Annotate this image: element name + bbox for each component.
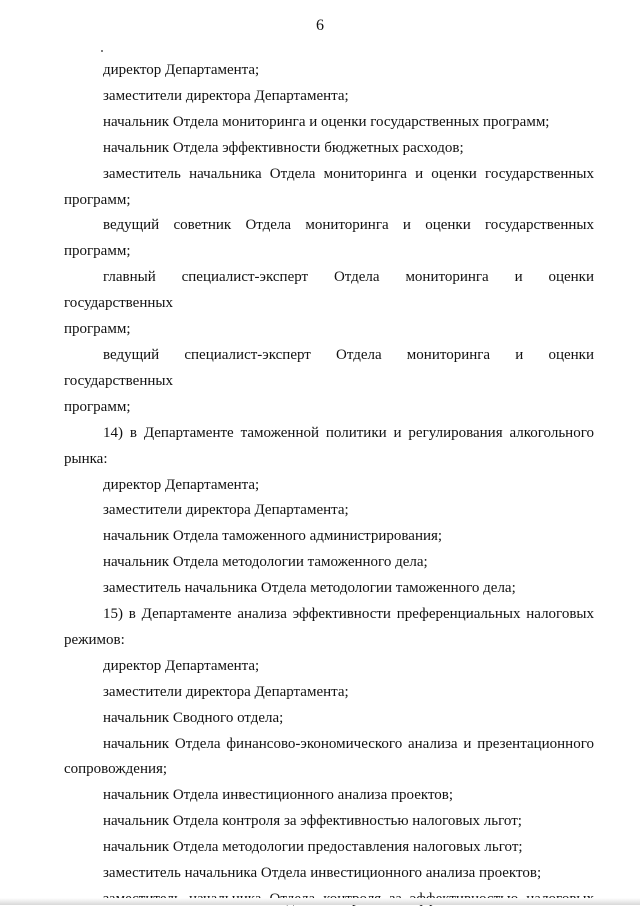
text-line: начальник Отдела эффективности бюджетных расходов; [103, 139, 464, 156]
text-line: сопровождения; [64, 761, 168, 778]
scan-edge [0, 898, 640, 905]
text-line: начальник Отдела инвестиционного анализа проектов; [103, 787, 454, 804]
text-line: начальник Отдела таможенного администрирования; [103, 528, 443, 545]
text-line: начальник Отдела контроля за эффективностью налоговых льгот; [103, 813, 522, 830]
text-line: рынка: [64, 450, 108, 467]
text-line: начальник Отдела финансово-экономического анализа и презентационного [103, 735, 594, 752]
text-line: программ; [64, 191, 131, 208]
text-line: начальник Отдела методологии таможенного дела; [103, 554, 428, 571]
text-line: заместители директора Департамента; [103, 502, 349, 519]
text-line: директор Департамента; [103, 476, 260, 493]
text-line: директор Департамента; [103, 62, 260, 78]
text-line: заместитель начальника Отдела методологии таможенного дела; [103, 580, 516, 597]
text-line: заместитель начальника Отдела мониторинга и оценки государственных [103, 165, 594, 182]
text-line: ведущий советник Отдела мониторинга и оценки государственных программ; [64, 217, 594, 260]
page-number: 6 [316, 17, 324, 34]
text-line: начальник Отдела методологии предоставления налоговых льгот; [103, 839, 523, 856]
text-line: заместители директора Департамента; [103, 683, 349, 700]
text-line: директор Департамента; [103, 657, 260, 674]
text-line: режимов: [64, 631, 125, 648]
text-line: программ; [64, 321, 131, 338]
text-line: ведущий специалист-эксперт Отдела мониторинга и оценки государственных [64, 346, 594, 389]
text-line: 15) в Департаменте анализа эффективности преференциальных налоговых [103, 606, 594, 623]
text-line: главный специалист-эксперт Отдела мониторинга и оценки государственных [64, 269, 594, 312]
text-line: заместители директора Департамента; [103, 87, 349, 104]
text-line: программ; [64, 398, 131, 415]
text-line: заместитель начальника Отдела инвестиционного анализа проектов; [103, 865, 542, 882]
scan-speck [101, 50, 103, 52]
document-body [64, 58, 594, 913]
text-line: начальник Сводного отдела; [103, 709, 284, 726]
text-line: начальник Отдела мониторинга и оценки государственных программ; [103, 113, 550, 130]
text-line: 14) в Департаменте таможенной политики и регулирования алкогольного [103, 424, 594, 441]
